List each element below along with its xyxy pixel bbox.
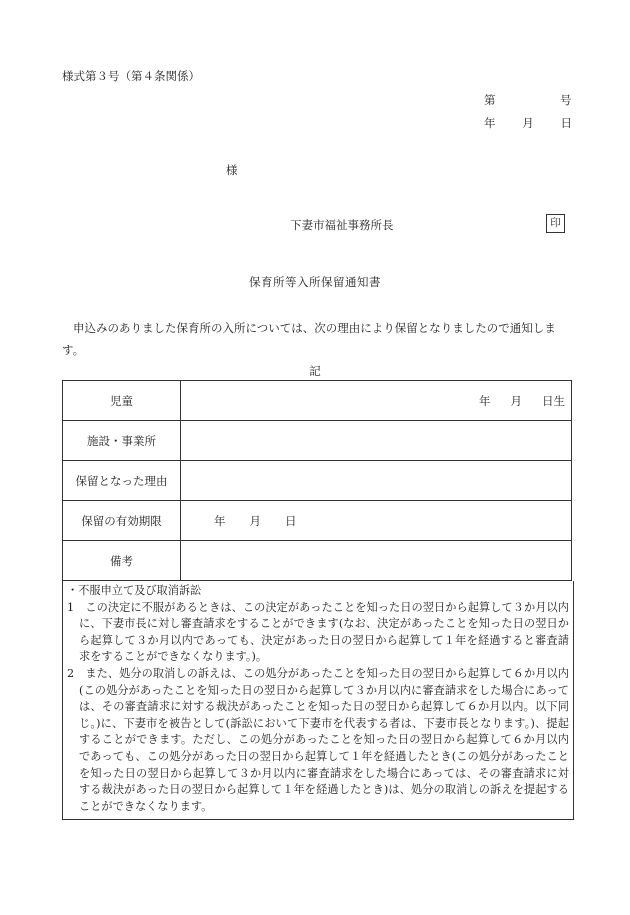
document-number-label: 第: [484, 93, 496, 107]
issue-date: [484, 115, 572, 131]
notice-item-1: 1 この決定に不服があるときは、この決定があったことを知った日の翌日から起算して３か月以内に、下妻市長に対し審査請求をすることができます(なお、決定があったことを知った日の翌日から起算して３か月以内であっても、決定があった日の翌日から起算して１年を経過すると審査請求をすることができなくなります。)。: [67, 600, 569, 664]
facility-value[interactable]: [181, 421, 572, 461]
issue-date-month: 月: [522, 116, 534, 130]
notice-item-2: 2 また、処分の取消しの訴えは、この処分があったことを知った日の翌日から起算して６か月以内(この処分があったことを知った日の翌日から起算して３か月以内に審査請求をした場合にあっては、その審査請求に対する裁決があったことを知った日の翌日から起算して６か月以内。以下同じ。)に、下妻市を被告として(訴訟において下妻市を代表する者は、下妻市長となります。)、提起することができます。ただし、この処分があったことを知った日の翌日から起算して６か月以内であっても、この処分があった日の翌日から起算して１年を経過したとき(この処分があったことを知った日の翌日から起算して３か月以内に審査請求をした場合にあっては、その審査請求に対する裁決があった日の翌日から起算して１年を経過したとき)は、処分の取消しの訴えを提起することができなくなります。: [67, 666, 569, 813]
remarks-label: 備考: [63, 541, 181, 581]
ki-marker: 記: [309, 364, 321, 378]
remarks-value[interactable]: [181, 541, 572, 581]
issue-date-day: 日: [560, 116, 572, 130]
form-number: 様式第３号（第４条関係）: [62, 69, 200, 83]
reason-row: [63, 461, 572, 501]
facility-row: [63, 421, 572, 461]
period-value[interactable]: [181, 501, 572, 541]
period-year: 年: [214, 513, 226, 528]
child-value[interactable]: [181, 381, 572, 421]
child-row: [63, 381, 572, 421]
reason-value[interactable]: [181, 461, 572, 501]
remarks-row: [63, 541, 572, 581]
period-month: 月: [249, 513, 261, 528]
appeal-notice: [62, 581, 574, 820]
period-day: 日: [285, 513, 297, 528]
notice-heading: ・不服申立て及び取消訴訟: [67, 584, 202, 597]
details-table: [62, 380, 572, 581]
period-row: [63, 501, 572, 541]
document-number-suffix: 号: [560, 93, 572, 107]
seal-mark: 印: [546, 214, 565, 233]
document-title: 保育所等入所保留通知書: [249, 275, 381, 289]
issue-date-year: 年: [484, 116, 496, 130]
birth-day: 日生: [542, 393, 565, 408]
addressee-honorific: 様: [226, 163, 238, 177]
child-label: 児童: [63, 381, 181, 421]
body-text: 申込みのありました保育所の入所については、次の理由により保留となりましたので通知します。: [62, 321, 556, 357]
birth-month: 月: [510, 393, 522, 408]
reason-label: 保留となった理由: [63, 461, 181, 501]
birth-year: 年: [479, 393, 491, 408]
facility-label: 施設・事業所: [63, 421, 181, 461]
period-label: 保留の有効期限: [63, 501, 181, 541]
issuer-name: 下妻市福祉事務所長: [290, 218, 394, 232]
